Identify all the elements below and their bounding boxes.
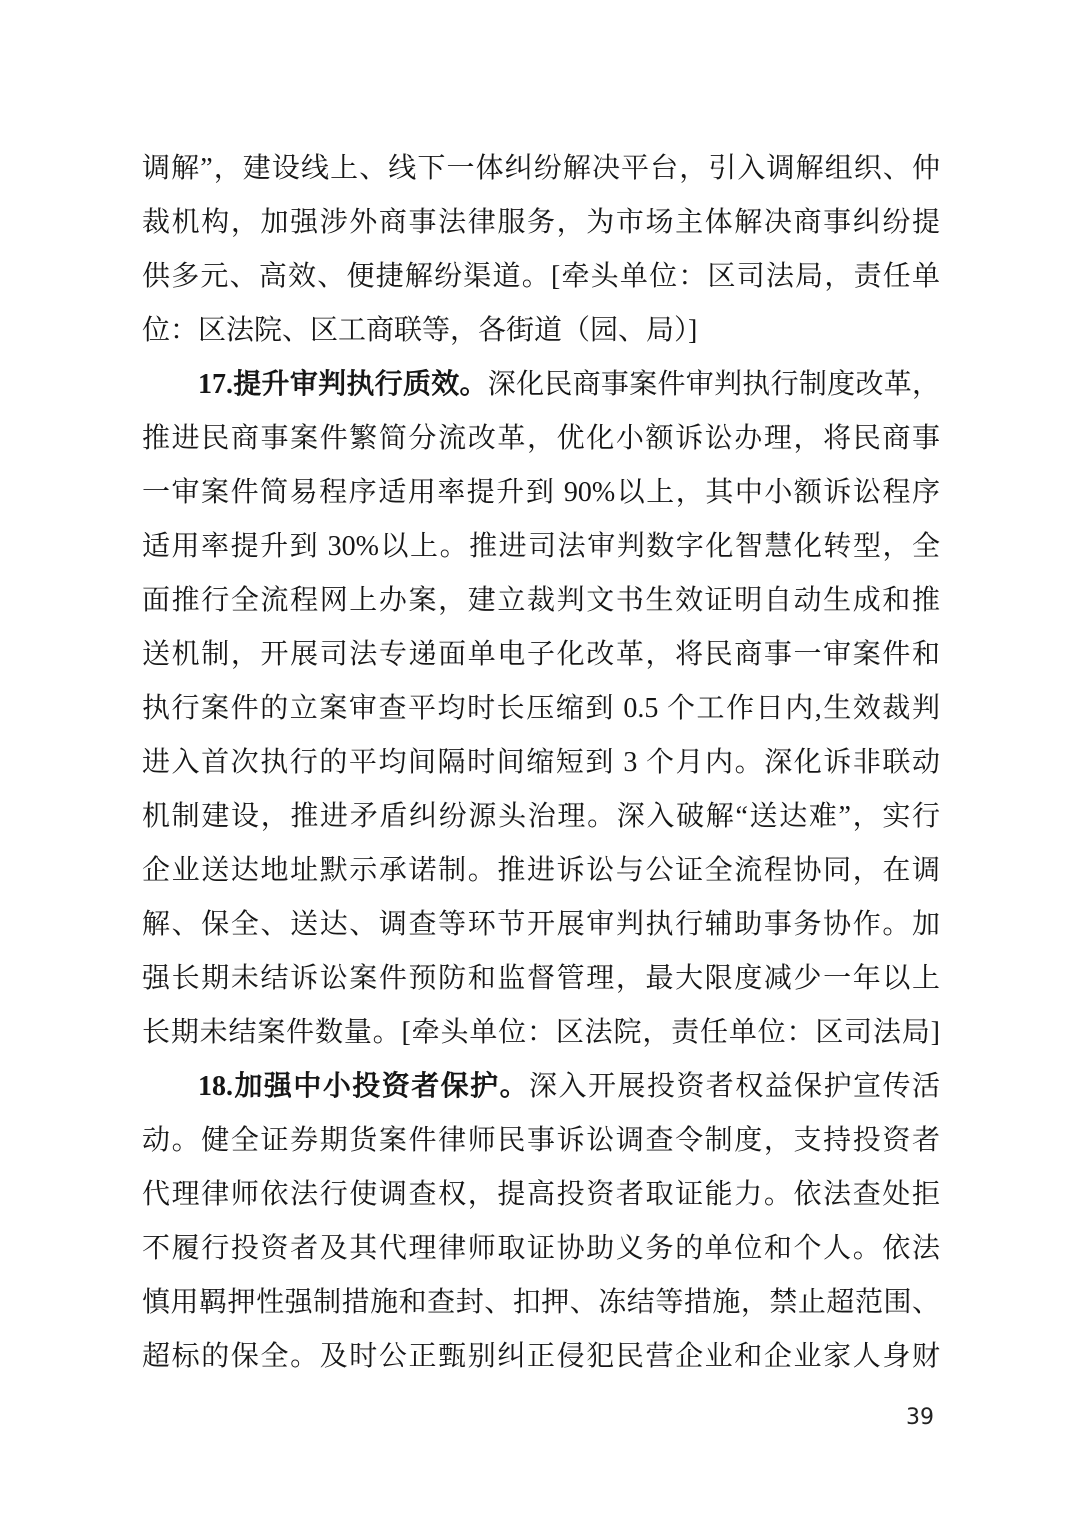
text-line <box>142 1168 940 1222</box>
text-line <box>142 1222 940 1276</box>
body-text-run: 适用率提升到 30%以上。推进司法审判数字化智慧化转型，全 <box>142 531 940 562</box>
body-text-run: 进入首次执行的平均间隔时间缩短到 3 个月内。深化诉非联动 <box>142 747 940 778</box>
body-text-run: 调解”，建设线上、线下一体纠纷解决平台，引入调解组织、仲 <box>142 153 940 184</box>
text-line <box>142 466 940 520</box>
text-line <box>142 142 940 196</box>
text-line <box>142 952 940 1006</box>
text-line <box>142 628 940 682</box>
body-text-run: 面推行全流程网上办案，建立裁判文书生效证明自动生成和推 <box>142 585 940 616</box>
item-heading-run: 17.提升审判执行质效。 <box>198 369 488 400</box>
text-line <box>142 250 940 304</box>
body-text-run: 长期未结案件数量。[牵头单位：区法院，责任单位：区司法局] <box>142 1017 940 1048</box>
body-text-run: 深入开展投资者权益保护宣传活 <box>529 1071 940 1102</box>
body-text-run: 代理律师依法行使调查权，提高投资者取证能力。依法查处拒 <box>142 1179 940 1210</box>
body-text-run: 推进民商事案件繁简分流改革，优化小额诉讼办理，将民商事 <box>142 423 940 454</box>
text-line <box>142 844 940 898</box>
text-line <box>142 1060 940 1114</box>
text-line <box>142 520 940 574</box>
body-text-run: 执行案件的立案审查平均时长压缩到 0.5 个工作日内,生效裁判 <box>142 693 940 724</box>
body-text-run: 超标的保全。及时公正甄别纠正侵犯民营企业和企业家人身财 <box>142 1341 940 1372</box>
text-line <box>142 1330 940 1384</box>
body-text-run: 强长期未结诉讼案件预防和监督管理，最大限度减少一年以上 <box>142 963 940 994</box>
body-text-run: 一审案件简易程序适用率提升到 90%以上，其中小额诉讼程序 <box>142 477 940 508</box>
body-text-run: 动。健全证券期货案件律师民事诉讼调查令制度，支持投资者 <box>142 1125 940 1156</box>
body-text-run: 位：区法院、区工商联等，各街道（园、局）] <box>142 315 698 346</box>
text-line <box>142 898 940 952</box>
body-text-run: 企业送达地址默示承诺制。推进诉讼与公证全流程协同，在调 <box>142 855 940 886</box>
text-line <box>142 790 940 844</box>
text-line <box>142 682 940 736</box>
text-line <box>142 196 940 250</box>
body-text-run: 送机制，开展司法专递面单电子化改革，将民商事一审案件和 <box>142 639 940 670</box>
body-text-run: 裁机构，加强涉外商事法律服务，为市场主体解决商事纠纷提 <box>142 207 940 238</box>
text-line <box>142 736 940 790</box>
item-heading-run: 18.加强中小投资者保护。 <box>198 1071 530 1102</box>
page-number: 39 <box>906 1405 934 1430</box>
text-line <box>142 1276 940 1330</box>
body-text-run: 机制建设，推进矛盾纠纷源头治理。深入破解“送达难”，实行 <box>142 801 940 832</box>
body-text-run: 不履行投资者及其代理律师取证协助义务的单位和个人。依法 <box>142 1233 940 1264</box>
body-text-run: 供多元、高效、便捷解纷渠道。[牵头单位：区司法局，责任单 <box>142 261 940 292</box>
text-line <box>142 1006 940 1060</box>
body-text-run: 深化民商事案件审判执行制度改革， <box>487 369 940 400</box>
text-line <box>142 574 940 628</box>
text-line <box>142 1114 940 1168</box>
text-line <box>142 358 940 412</box>
text-line <box>142 304 940 358</box>
body-text-run: 解、保全、送达、调查等环节开展审判执行辅助事务协作。加 <box>142 909 940 940</box>
text-line <box>142 412 940 466</box>
text-block <box>142 142 940 1384</box>
body-text-run: 慎用羁押性强制措施和查封、扣押、冻结等措施，禁止超范围、 <box>142 1287 940 1318</box>
